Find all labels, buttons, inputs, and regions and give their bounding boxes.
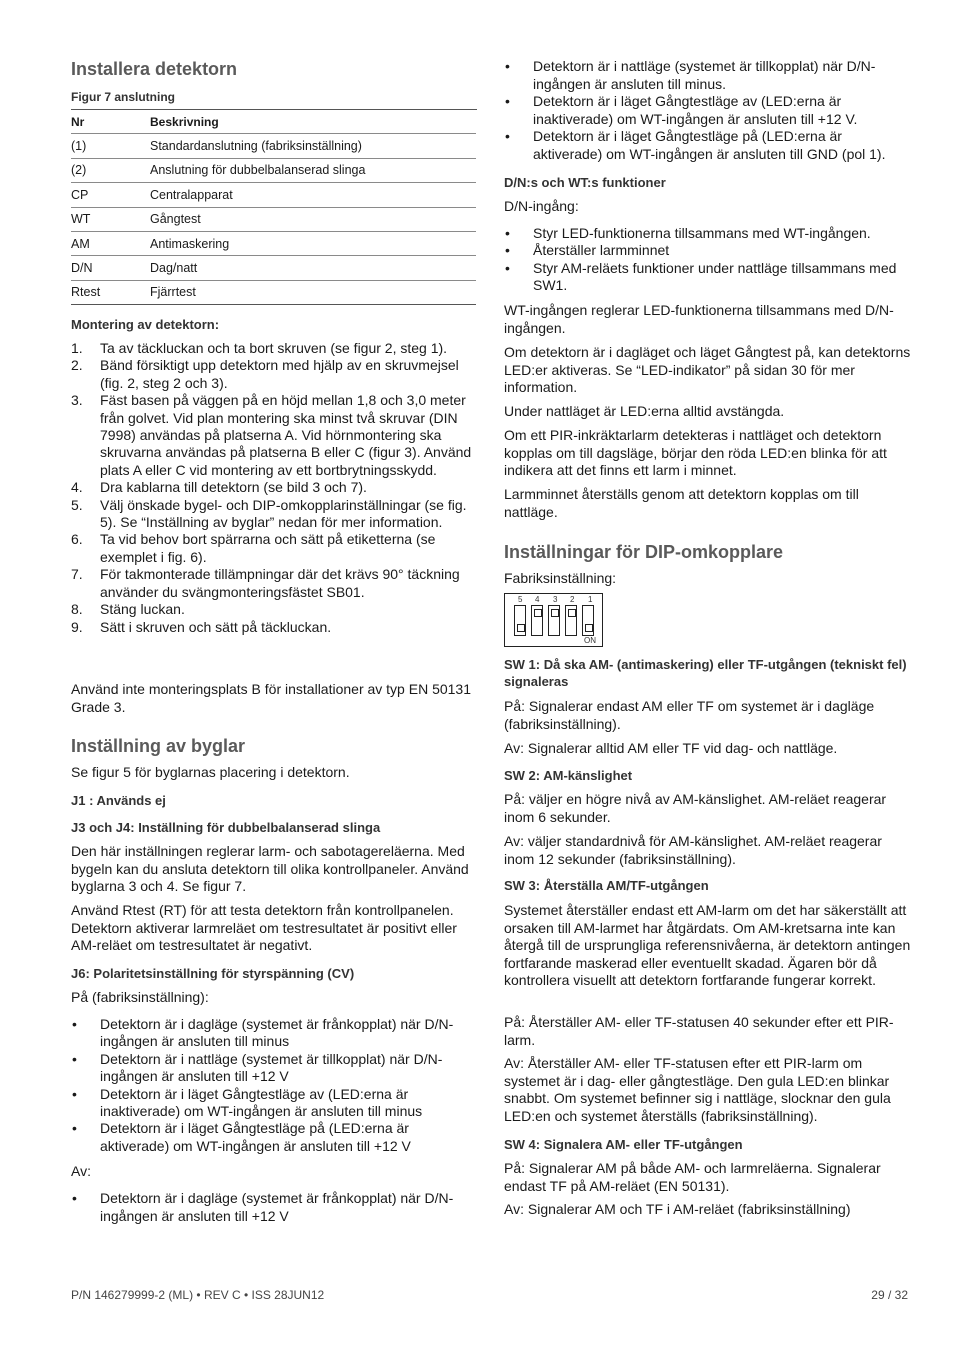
step-number: 5. bbox=[71, 496, 83, 513]
table-cell-description: Anslutning för dubbelbalanserad slinga bbox=[150, 158, 476, 182]
list-item bbox=[71, 357, 477, 392]
jumper-heading: Inställning av byglar bbox=[71, 736, 246, 756]
table-row bbox=[71, 231, 476, 255]
step-number: 8. bbox=[71, 601, 83, 618]
step-text: Välj önskade bygel- och DIP-omkopplarinställningar (se fig. 5). Se “Inställning av byglar” nedan för mer information. bbox=[100, 496, 467, 531]
dip-number: 5 bbox=[518, 595, 523, 604]
table-cell-nr: D/N bbox=[71, 256, 150, 280]
j3j4-paragraph-2: Använd Rtest (RT) för att testa detektorn från kontrollpanelen. Detektorn aktiverar larmreläet om testresultatet är positivt eller AM-reläet om testresultatet är negativt. bbox=[71, 902, 457, 953]
list-item: • Detektorn är i nattläge (systemet är tillkopplat) när D/N-ingången är ansluten till +12 V bbox=[71, 1051, 477, 1086]
table-row bbox=[71, 134, 476, 158]
dip-switch-3 bbox=[548, 605, 560, 636]
table-cell-description: Fjärrtest bbox=[150, 280, 476, 304]
table-row bbox=[71, 256, 476, 280]
wt-paragraph: WT-ingången reglerar LED-funktionerna tillsammans med D/N-ingången. bbox=[504, 302, 894, 336]
table-cell-nr: (2) bbox=[71, 158, 150, 182]
dip-knob bbox=[568, 609, 576, 617]
step-text: Fäst basen på väggen på en höjd mellan 1,8 och 3,0 meter från golvet. Vid plan montering ska minst två skruvar (DIN 7998) användas på platserna A. Vid hörnmontering ska skruvarna användas på platserna B eller C (figur 3). Använd plats A eller C vid montering av ett bortbrytningsskydd. bbox=[100, 392, 472, 478]
list-item bbox=[71, 497, 477, 532]
step-text: Dra kablarna till detektorn (se bild 3 och 7). bbox=[100, 479, 367, 496]
table-row bbox=[71, 183, 476, 207]
list-item bbox=[71, 340, 477, 357]
dip-switch-diagram bbox=[504, 593, 603, 647]
dip-switch-1 bbox=[582, 605, 594, 636]
sw4-on: På: Signalerar AM på både AM- och larmreläerna. Signalerar endast TF på AM-reläet (EN 50131). bbox=[504, 1160, 881, 1194]
table-header-nr: Nr bbox=[71, 110, 150, 134]
step-text: Ta av täckluckan och ta bort skruven (se figur 2, steg 1). bbox=[100, 340, 448, 356]
table-cell-description: Gångtest bbox=[150, 207, 476, 231]
memory-paragraph: Larmminnet återställs genom att detektorn kopplas om till nattläge. bbox=[504, 486, 859, 520]
table-cell-description: Dag/natt bbox=[150, 256, 476, 280]
step-number: 4. bbox=[71, 479, 83, 496]
table-cell-nr: AM bbox=[71, 231, 150, 255]
step-text: Bänd försiktigt upp detektorn med hjälp av en skruvmejsel (fig. 2, steg 2 och 3). bbox=[100, 357, 459, 391]
sw3-off: Av: Återställer AM- eller TF-statusen efter ett PIR-larm om systemet är i dag- eller gångtestläge. Den gula LED:en blinkar snabbt. Om systemet befinner sig i nattläge, slocknar den gula LED:en och systemet återställs (fabriksinställning). bbox=[504, 1055, 891, 1124]
dn-list bbox=[504, 225, 912, 295]
table-cell-description: Antimaskering bbox=[150, 231, 476, 255]
j6-off-label: Av: bbox=[71, 1163, 91, 1179]
sw2-heading: SW 2: AM-känslighet bbox=[504, 768, 633, 783]
install-heading: Installera detektorn bbox=[71, 59, 238, 79]
step-number: 1. bbox=[71, 340, 83, 356]
mounting-heading: Montering av detektorn: bbox=[71, 317, 220, 332]
page-number: 29 / 32 bbox=[871, 1288, 908, 1302]
step-number: 9. bbox=[71, 618, 83, 635]
connection-table bbox=[71, 110, 476, 305]
step-number: 2. bbox=[71, 357, 83, 374]
dn-label: D/N-ingång: bbox=[504, 198, 579, 214]
daylight-paragraph: Om detektorn är i dagläget och läget Gångtest på, kan detektorns LED:er aktiveras. Se “LED-indikator” på sidan 30 för mer information. bbox=[504, 344, 911, 395]
table-cell-nr: WT bbox=[71, 207, 150, 231]
sw1-on: På: Signalerar endast AM eller TF om systemet är i dagläge (fabriksinställning). bbox=[504, 698, 875, 732]
table-cell-nr: CP bbox=[71, 183, 150, 207]
dip-heading: Inställningar för DIP-omkopplare bbox=[504, 542, 784, 562]
figure-caption: Figur 7 anslutning bbox=[71, 90, 175, 104]
footer-doc-id: P/N 146279999-2 (ML) • REV C • ISS 28JUN12 bbox=[71, 1288, 325, 1302]
sw2-off: Av: väljer standardnivå för AM-känslighet. AM-reläet reagerar inom 12 sekunder (fabriksinställning). bbox=[504, 833, 882, 867]
table-header-description: Beskrivning bbox=[150, 110, 476, 134]
step-number: 3. bbox=[71, 392, 83, 409]
list-item: • Detektorn är i dagläge (systemet är frånkopplat) när D/N-ingången är ansluten till +12 V bbox=[71, 1190, 477, 1225]
list-item bbox=[71, 566, 477, 601]
list-item bbox=[71, 531, 477, 566]
list-item: • Detektorn är i läget Gångtestläge på (LED:erna är aktiverade) om WT-ingången är ansluten till GND (pol 1). bbox=[504, 128, 912, 163]
dip-switch-2 bbox=[565, 605, 577, 636]
list-item bbox=[71, 392, 477, 479]
list-item: • Detektorn är i läget Gångtestläge av (LED:erna är inaktiverade) om WT-ingången är ansluten till minus bbox=[71, 1086, 477, 1121]
sw2-on: På: väljer en högre nivå av AM-känslighet. AM-reläet reagerar inom 6 sekunder. bbox=[504, 791, 887, 825]
dip-on-label: ON bbox=[584, 636, 596, 645]
table-header-row bbox=[71, 110, 476, 134]
step-text: Sätt i skruven och sätt på täckluckan. bbox=[100, 618, 332, 635]
list-item: • Styr AM-reläets funktioner under nattläge tillsammans med SW1. bbox=[504, 260, 912, 295]
list-item bbox=[71, 479, 477, 496]
dip-number: 4 bbox=[535, 595, 540, 604]
sw4-off: Av: Signalerar AM och TF i AM-reläet (fabriksinställning) bbox=[504, 1201, 851, 1217]
dip-number: 1 bbox=[588, 595, 593, 604]
night-paragraph: Under nattläget är LED:erna alltid avstängda. bbox=[504, 403, 785, 419]
sw3-on: På: Återställer AM- eller TF-statusen 40 sekunder efter ett PIR-larm. bbox=[504, 1014, 894, 1048]
factory-label: Fabriksinställning: bbox=[504, 570, 617, 586]
sw3-heading: SW 3: Återställa AM/TF-utgången bbox=[504, 878, 709, 893]
list-item: • Detektorn är i nattläge (systemet är tillkopplat) när D/N-ingången är ansluten till minus. bbox=[504, 58, 912, 93]
dip-switch-4 bbox=[531, 605, 543, 636]
j6-off-list-continued bbox=[504, 58, 912, 163]
table-cell-description: Centralapparat bbox=[150, 183, 476, 207]
list-item: • Detektorn är i dagläge (systemet är frånkopplat) när D/N-ingången är ansluten till minus bbox=[71, 1016, 477, 1051]
dip-knob bbox=[585, 624, 593, 632]
step-text: För takmonterade tillämpningar där det krävs 90° täckning använder du svängmonteringsfästet SB01. bbox=[100, 566, 460, 600]
step-text: Stäng luckan. bbox=[100, 601, 185, 618]
mounting-steps bbox=[71, 340, 477, 636]
j3j4-heading: J3 och J4: Inställning för dubbelbalanserad slinga bbox=[71, 820, 381, 835]
list-item bbox=[71, 619, 477, 636]
dip-number: 2 bbox=[570, 595, 575, 604]
list-item: • Detektorn är i läget Gångtestläge av (LED:erna är inaktiverade) om WT-ingången är ansluten till +12 V. bbox=[504, 93, 912, 128]
connection-table-wrap bbox=[71, 109, 477, 305]
j6-heading: J6: Polaritetsinställning för styrspänning (CV) bbox=[71, 966, 355, 981]
list-item: • Detektorn är i läget Gångtestläge på (LED:erna är aktiverade) om WT-ingången är ansluten till +12 V bbox=[71, 1120, 477, 1155]
table-row bbox=[71, 280, 476, 304]
dip-knob bbox=[551, 609, 559, 617]
table-cell-nr: (1) bbox=[71, 134, 150, 158]
mounting-note: Använd inte monteringsplats B för installationer av typ EN 50131 Grade 3. bbox=[71, 681, 472, 715]
list-item bbox=[71, 601, 477, 618]
dip-number: 3 bbox=[553, 595, 558, 604]
table-cell-nr: Rtest bbox=[71, 280, 150, 304]
table-cell-description: Standardanslutning (fabriksinställning) bbox=[150, 134, 476, 158]
sw4-heading: SW 4: Signalera AM- eller TF-utgången bbox=[504, 1137, 743, 1152]
j3j4-paragraph-1: Den här inställningen reglerar larm- och sabotagereläerna. Med bygeln kan du ansluta detektorn till olika kontrollpaneler. Använd byglarna 3 och 4. Se figur 7. bbox=[71, 843, 469, 894]
step-text: Ta vid behov bort spärrarna och sätt på etiketterna (se exemplet i fig. 6). bbox=[100, 531, 436, 565]
sw1-off: Av: Signalerar alltid AM eller TF vid dag- och nattläge. bbox=[504, 740, 838, 756]
step-number: 7. bbox=[71, 566, 83, 583]
dip-knob bbox=[534, 609, 542, 617]
dnwt-heading: D/N:s och WT:s funktioner bbox=[504, 175, 666, 190]
pir-paragraph: Om ett PIR-inkräktarlarm detekteras i nattläget och detektorn kopplas om till dagsläge, börjar den röda LED:en blinka för att indikera att det finns ett larm i minnet. bbox=[504, 427, 887, 478]
sw1-heading: SW 1: Då ska AM- (antimaskering) eller TF-utgången (tekniskt fel) signaleras bbox=[504, 657, 907, 689]
table-row bbox=[71, 207, 476, 231]
j6-on-label: På (fabriksinställning): bbox=[71, 989, 209, 1005]
table-row bbox=[71, 158, 476, 182]
dip-switch-5 bbox=[514, 605, 526, 636]
list-item: • Styr LED-funktionerna tillsammans med WT-ingången. bbox=[504, 225, 912, 242]
jumper-intro: Se figur 5 för byglarnas placering i detektorn. bbox=[71, 764, 350, 780]
j6-off-list bbox=[71, 1190, 477, 1225]
list-item: • Återställer larmminnet bbox=[504, 242, 912, 259]
j6-on-list bbox=[71, 1016, 477, 1155]
dip-knob bbox=[517, 624, 525, 632]
sw3-paragraph: Systemet återställer endast ett AM-larm om det har säkerställt att orsaken till AM-larmet har åtgärdats. Om AM-kretsarna inte kan återgå till de ursprungliga referensnivåerna, är detektorn antingen fortfarande maskerad eller eventuellt skadad. Ägaren bör då kontrollera visuellt att detektorn fortfarande fungerar korrekt. bbox=[504, 902, 911, 988]
j1-heading: J1 : Används ej bbox=[71, 793, 166, 808]
step-number: 6. bbox=[71, 531, 83, 548]
